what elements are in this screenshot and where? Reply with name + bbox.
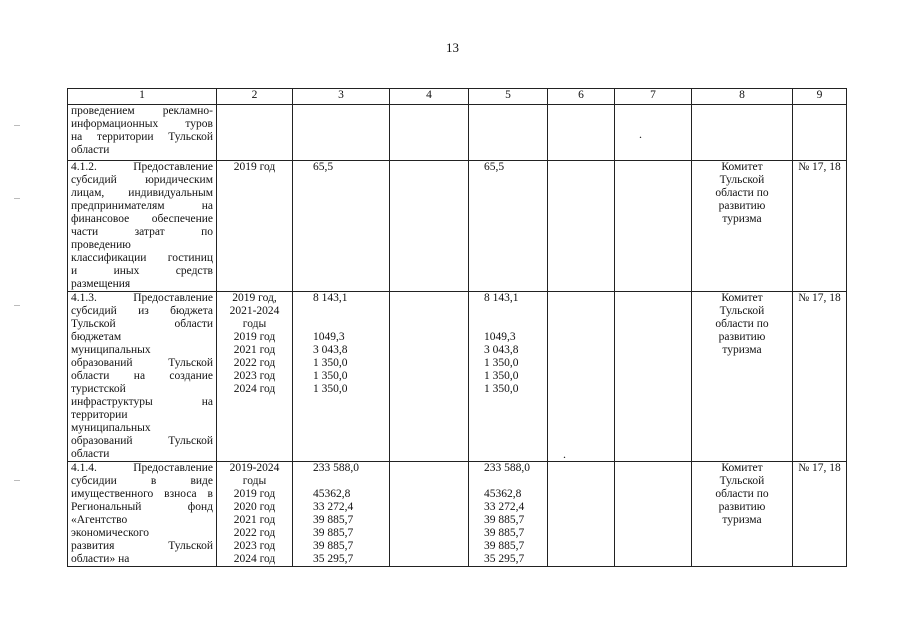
cell-line: Региональный фонд: [71, 501, 213, 513]
cell-indicator-ref: [793, 105, 847, 161]
cell-line: финансовое обеспечение: [71, 213, 213, 225]
cell-line: Комитет: [721, 161, 763, 173]
cell-line: 1 350,0: [484, 383, 519, 395]
column-header: 6: [548, 89, 615, 105]
cell-line: 1049,3: [484, 331, 516, 343]
cell-line: области по: [715, 318, 769, 330]
stray-dot: .: [639, 127, 642, 141]
cell-line: области по: [715, 488, 769, 500]
cell-line: 45362,8: [484, 488, 522, 500]
cell-line: 39 885,7: [484, 514, 525, 526]
stray-dot: .: [563, 447, 566, 461]
cell-line: 4.1.2. Предоставление: [71, 161, 213, 173]
cell-line: области на создание: [71, 370, 213, 382]
column-header: 3: [293, 89, 390, 105]
cell-line: 2020 год: [233, 501, 276, 513]
cell-line: Комитет: [721, 292, 763, 304]
cell-col6: [548, 462, 615, 567]
cell-line: туризма: [722, 344, 762, 356]
cell-line: Тульской области: [71, 318, 213, 330]
cell-line: 2024 год: [233, 553, 276, 565]
cell-col4: [390, 292, 469, 462]
cell-indicator-ref: № 17, 18: [793, 161, 847, 292]
cell-line: 35 295,7: [313, 553, 354, 565]
page-number: 13: [446, 40, 459, 55]
cell-col7: [615, 105, 692, 161]
cell-line: 3 043,8: [313, 344, 348, 356]
cell-line: развитию: [718, 200, 766, 212]
cell-col7: [615, 462, 692, 567]
margin-mark: [14, 480, 20, 481]
cell-line: туризма: [722, 514, 762, 526]
cell-line: 2022 год: [233, 527, 276, 539]
cell-col6: [548, 161, 615, 292]
cell-line: 39 885,7: [313, 540, 354, 552]
cell-line: 2019 год: [233, 488, 276, 500]
cell-line: образований Тульской: [71, 357, 213, 369]
cell-col6: [548, 105, 615, 161]
column-header: 9: [793, 89, 847, 105]
table-row: [68, 462, 847, 567]
cell-line: 2019 год: [233, 331, 276, 343]
cell-line: проведению: [71, 239, 131, 251]
cell-line: лицам, индивидуальным: [71, 187, 213, 199]
cell-line: 1 350,0: [313, 383, 348, 395]
cell-col4: [390, 462, 469, 567]
cell-total-amount: [293, 292, 390, 462]
cell-line: экономического: [71, 527, 150, 539]
cell-total-amount: [293, 462, 390, 567]
cell-period: [217, 462, 293, 567]
column-header: 8: [692, 89, 793, 105]
cell-col7: [615, 161, 692, 292]
data-table: [67, 88, 847, 567]
cell-line: 3 043,8: [484, 344, 519, 356]
cell-measure-name: [68, 161, 217, 292]
cell-line: 233 588,0: [313, 462, 359, 474]
cell-line: 33 272,4: [484, 501, 525, 513]
cell-line: муниципальных: [71, 344, 151, 356]
cell-line: 1 350,0: [484, 357, 519, 369]
cell-col7: [615, 292, 692, 462]
cell-line: области: [71, 448, 110, 460]
cell-line: 39 885,7: [313, 514, 354, 526]
cell-col6: [548, 292, 615, 462]
cell-line: на территории Тульской: [71, 131, 213, 143]
cell-line: проведением рекламно-: [71, 105, 213, 117]
cell-line: 8 143,1: [313, 292, 348, 304]
cell-regional-budget: [469, 105, 548, 161]
cell-indicator-ref: № 17, 18: [793, 292, 847, 462]
cell-line: информационных туров: [71, 118, 213, 130]
cell-line: части затрат по: [71, 226, 213, 238]
cell-line: 65,5: [313, 161, 334, 173]
table-row: [68, 292, 847, 462]
cell-line: муниципальных: [71, 422, 151, 434]
cell-total-amount: [293, 105, 390, 161]
cell-line: 8 143,1: [484, 292, 519, 304]
column-header: 1: [68, 89, 217, 105]
cell-regional-budget: [469, 292, 548, 462]
cell-total-amount: [293, 161, 390, 292]
cell-line: Комитет: [721, 462, 763, 474]
cell-line: [484, 475, 544, 488]
cell-line: 65,5: [484, 161, 505, 173]
cell-line: 2019-2024: [229, 462, 280, 474]
cell-line: и иных средств: [71, 265, 213, 277]
cell-line: [313, 318, 386, 331]
cell-line: 233 588,0: [484, 462, 530, 474]
cell-line: субсидий из бюджета: [71, 305, 213, 317]
cell-line: 1049,3: [313, 331, 345, 343]
cell-period: [217, 161, 293, 292]
cell-line: территории: [71, 409, 128, 421]
margin-mark: [14, 305, 20, 306]
cell-col4: [390, 161, 469, 292]
cell-line: субсидии в виде: [71, 475, 213, 487]
cell-measure-name: [68, 292, 217, 462]
cell-line: 2024 год: [233, 383, 276, 395]
margin-mark: [14, 198, 20, 199]
cell-line: развитию: [718, 331, 766, 343]
cell-line: 2019 год,: [232, 292, 277, 304]
cell-measure-name: [68, 105, 217, 161]
cell-line: «Агентство: [71, 514, 128, 526]
cell-regional-budget: [469, 161, 548, 292]
cell-line: [313, 475, 386, 488]
cell-line: Тульской: [719, 475, 765, 487]
cell-line: размещения: [71, 278, 131, 290]
cell-line: 2022 год: [233, 357, 276, 369]
header-row: [68, 89, 847, 105]
cell-line: туризма: [722, 213, 762, 225]
cell-line: области: [71, 144, 110, 156]
cell-measure-name: [68, 462, 217, 567]
cell-executor: [692, 161, 793, 292]
cell-line: бюджетам: [71, 331, 122, 343]
cell-line: 2021 год: [233, 514, 276, 526]
cell-col4: [390, 105, 469, 161]
cell-line: 1 350,0: [484, 370, 519, 382]
cell-line: предпринимателям на: [71, 200, 213, 212]
cell-line: 39 885,7: [484, 527, 525, 539]
cell-regional-budget: [469, 462, 548, 567]
cell-line: 39 885,7: [484, 540, 525, 552]
cell-line: [484, 318, 544, 331]
cell-executor: [692, 292, 793, 462]
cell-line: 2023 год: [233, 540, 276, 552]
column-header: 5: [469, 89, 548, 105]
cell-line: Тульской: [719, 174, 765, 186]
margin-mark: [14, 125, 20, 126]
cell-line: 39 885,7: [313, 527, 354, 539]
cell-line: инфраструктуры на: [71, 396, 213, 408]
cell-executor: [692, 105, 793, 161]
cell-line: развитию: [718, 501, 766, 513]
cell-line: годы: [242, 475, 267, 487]
cell-line: 33 272,4: [313, 501, 354, 513]
cell-line: развития Тульской: [71, 540, 213, 552]
column-header: 4: [390, 89, 469, 105]
cell-line: 1 350,0: [313, 357, 348, 369]
cell-line: 35 295,7: [484, 553, 525, 565]
cell-line: области по: [715, 187, 769, 199]
cell-line: 2021-2024: [229, 305, 280, 317]
cell-line: годы: [242, 318, 267, 330]
cell-line: субсидий юридическим: [71, 174, 213, 186]
cell-indicator-ref: № 17, 18: [793, 462, 847, 567]
cell-period: [217, 292, 293, 462]
cell-line: туристской: [71, 383, 126, 395]
cell-line: имущественного взноса в: [71, 488, 213, 500]
cell-executor: [692, 462, 793, 567]
column-header: 2: [217, 89, 293, 105]
cell-line: 2021 год: [233, 344, 276, 356]
cell-line: 4.1.4. Предоставление: [71, 462, 213, 474]
cell-line: 45362,8: [313, 488, 351, 500]
table-row: [68, 161, 847, 292]
cell-line: классификации гостиниц: [71, 252, 213, 264]
cell-line: образований Тульской: [71, 435, 213, 447]
cell-period: [217, 105, 293, 161]
table-row: [68, 105, 847, 161]
column-header: 7: [615, 89, 692, 105]
cell-line: [484, 305, 544, 318]
cell-line: 2023 год: [233, 370, 276, 382]
cell-line: Тульской: [719, 305, 765, 317]
cell-line: области» на: [71, 553, 130, 565]
cell-line: 2019 год: [233, 161, 276, 173]
cell-line: [313, 305, 386, 318]
cell-line: 4.1.3. Предоставление: [71, 292, 213, 304]
cell-line: 1 350,0: [313, 370, 348, 382]
